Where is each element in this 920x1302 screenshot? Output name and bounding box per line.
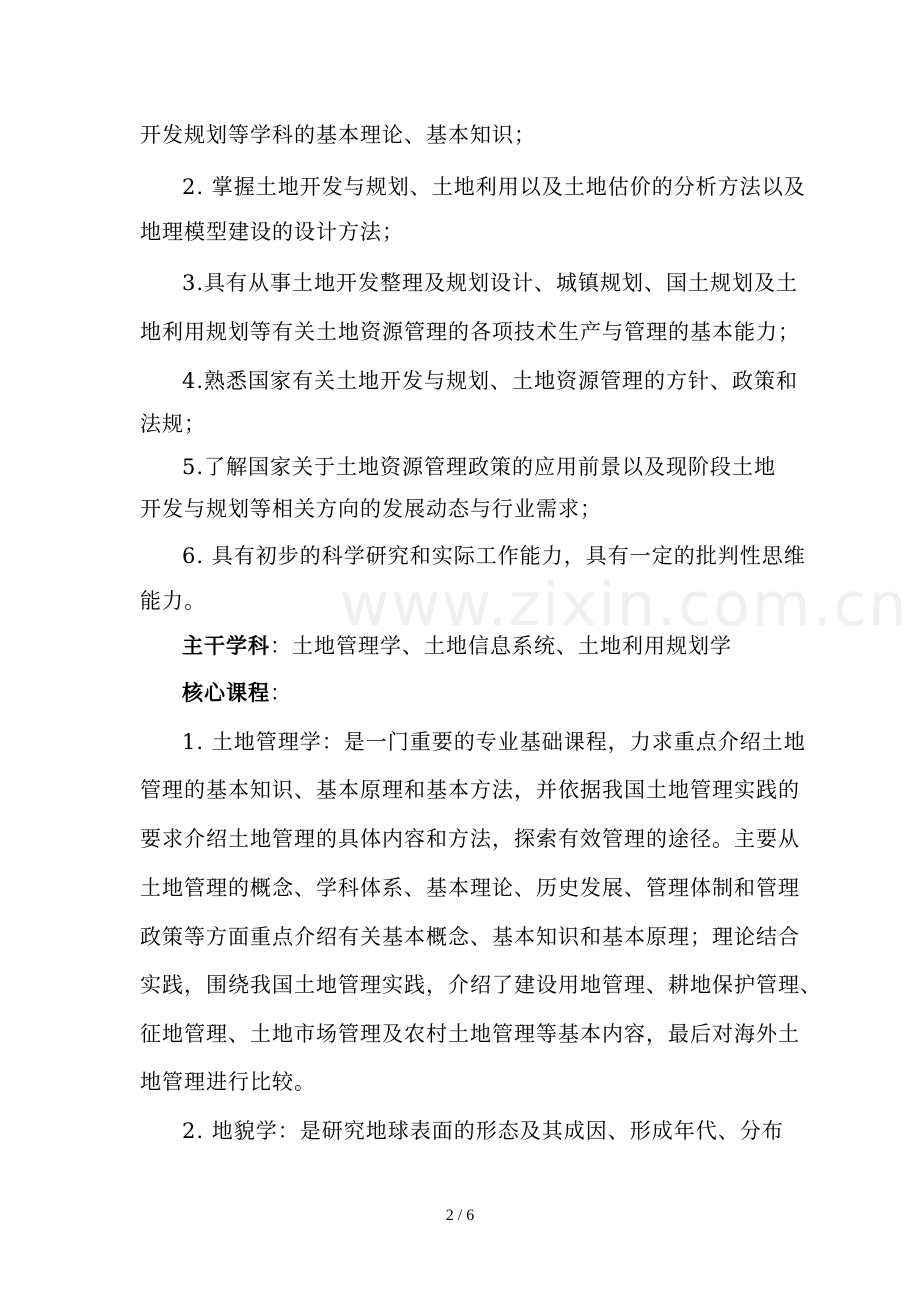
course-line: 征地管理、土地市场管理及农村土地管理等基本内容，最后对海外土	[140, 1022, 800, 1046]
text-line: 开发与规划等相关方向的发展动态与行业需求；	[140, 497, 602, 521]
text-line: 6. 具有初步的科学研究和实际工作能力，具有一定的批判性思维	[182, 544, 806, 568]
course-line: 实践，围绕我国土地管理实践，介绍了建设用地管理、耕地保护管理、	[140, 973, 822, 997]
watermark: www.zixin.com.cn	[340, 570, 909, 640]
core-courses-heading	[182, 678, 292, 708]
text-line: 5.了解国家关于土地资源管理政策的应用前景以及现阶段土地	[182, 455, 777, 479]
course-line: 管理的基本知识、基本原理和基本方法，并依据我国土地管理实践的	[140, 778, 800, 802]
course-line: 要求介绍土地管理的具体内容和方法，探索有效管理的途径。主要从	[140, 827, 800, 851]
core-courses-label: 核心课程	[182, 680, 270, 705]
text-line: 法规；	[140, 412, 206, 436]
course-line: 土地管理的概念、学科体系、基本理论、历史发展、管理体制和管理	[140, 876, 800, 900]
course-line: 2. 地貌学：是研究地球表面的形态及其成因、形成年代、分布	[182, 1119, 784, 1143]
main-subjects-line	[182, 631, 732, 661]
page-number: 2 / 6	[445, 1207, 475, 1224]
text-line: 4.熟悉国家有关土地开发与规划、土地资源管理的方针、政策和	[182, 369, 799, 393]
course-line: 地管理进行比较。	[140, 1070, 316, 1094]
text-line: 能力。	[140, 589, 206, 613]
main-subjects-text: ：土地管理学、土地信息系统、土地利用规划学	[270, 634, 732, 658]
text-line: 地理模型建设的设计方法；	[140, 220, 404, 244]
text-line: 3.具有从事土地开发整理及规划设计、城镇规划、国土规划及土	[182, 271, 799, 295]
text-line: 开发规划等学科的基本理论、基本知识；	[140, 123, 536, 147]
course-line: 政策等方面重点介绍有关基本概念、基本知识和基本原理；理论结合	[140, 925, 800, 949]
text-line: 地利用规划等有关土地资源管理的各项技术生产与管理的基本能力；	[140, 320, 800, 344]
core-courses-colon: ：	[270, 681, 292, 705]
course-line: 1. 土地管理学：是一门重要的专业基础课程，力求重点介绍土地	[182, 730, 806, 754]
main-subjects-label: 主干学科	[182, 633, 270, 658]
text-line: 2. 掌握土地开发与规划、土地利用以及土地估价的分析方法以及	[182, 175, 806, 199]
